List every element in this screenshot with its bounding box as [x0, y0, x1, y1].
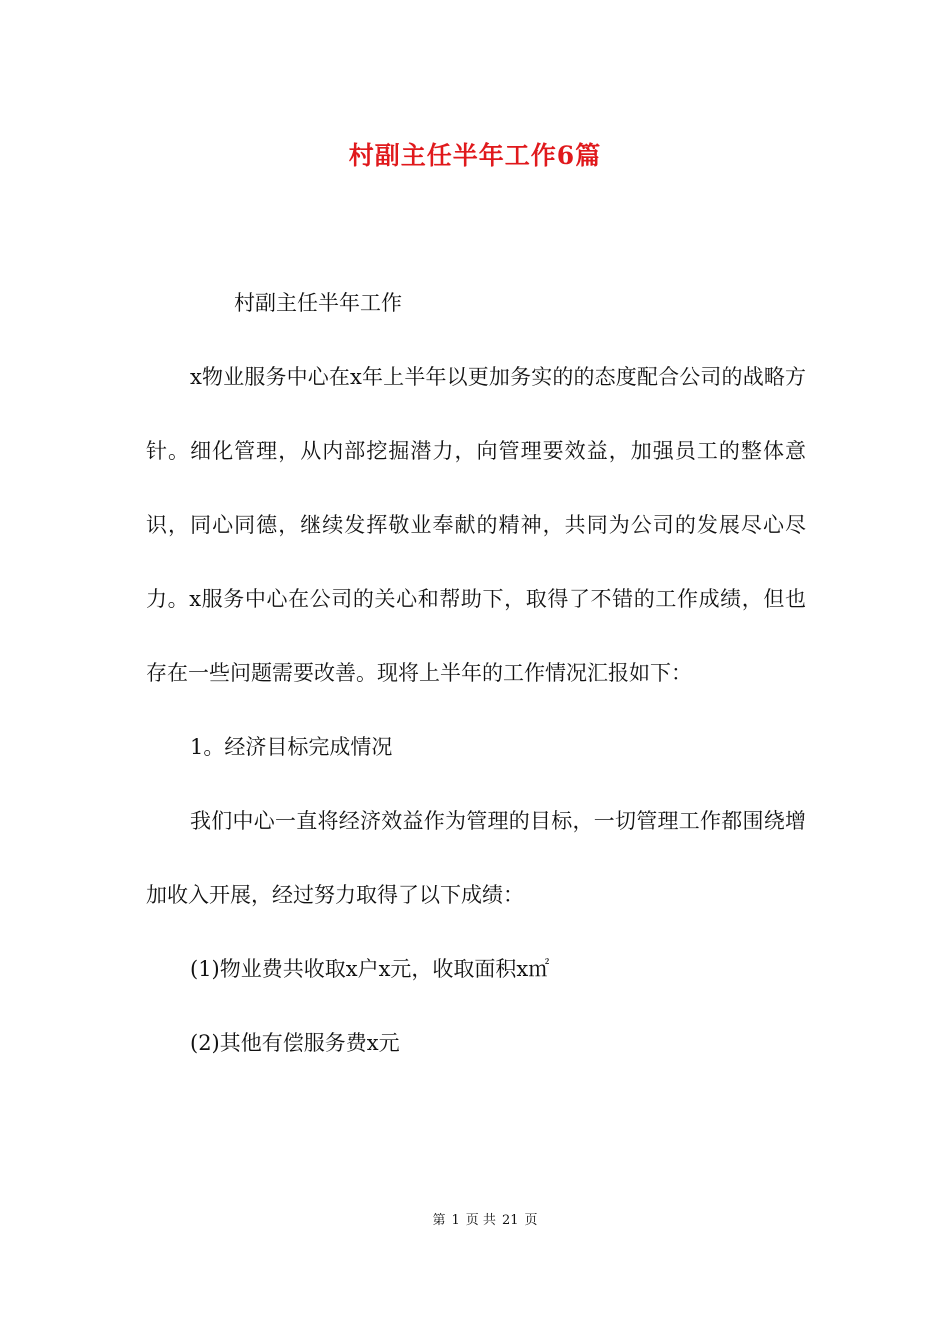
- document-body: [146, 266, 806, 1080]
- section-subheading: 1。经济目标完成情况: [190, 735, 393, 759]
- document-title: 村副主任半年工作6篇: [348, 141, 602, 170]
- paragraph-intro: x物业服务中心在x年上半年以更加务实的的态度配合公司的战略方针。细化管理，从内部挖掘潜力，向管理要效益，加强员工的整体意识，同心同德，继续发挥敬业奉献的精神，共同为公司的发展尽心尽力。x服务中心在公司的关心和帮助下，取得了不错的工作成绩，但也存在一些问题需要改善。现将上半年的工作情况汇报如下：: [146, 365, 806, 685]
- list-item: (1)物业费共收取x户x元，收取面积x㎡: [190, 957, 550, 981]
- section-heading: 村副主任半年工作: [234, 291, 402, 315]
- footer-suffix: 页: [524, 1213, 538, 1228]
- footer-page-number: 1: [451, 1213, 460, 1228]
- paragraph-economic: 我们中心一直将经济效益作为管理的目标，一切管理工作都围绕增加收入开展，经过努力取得了以下成绩：: [146, 809, 806, 907]
- page-footer: [0, 1209, 950, 1228]
- footer-mid: 页 共: [465, 1213, 496, 1228]
- footer-prefix: 第: [432, 1213, 446, 1228]
- footer-total-pages: 21: [501, 1213, 519, 1228]
- list-item: (2)其他有偿服务费x元: [190, 1031, 400, 1055]
